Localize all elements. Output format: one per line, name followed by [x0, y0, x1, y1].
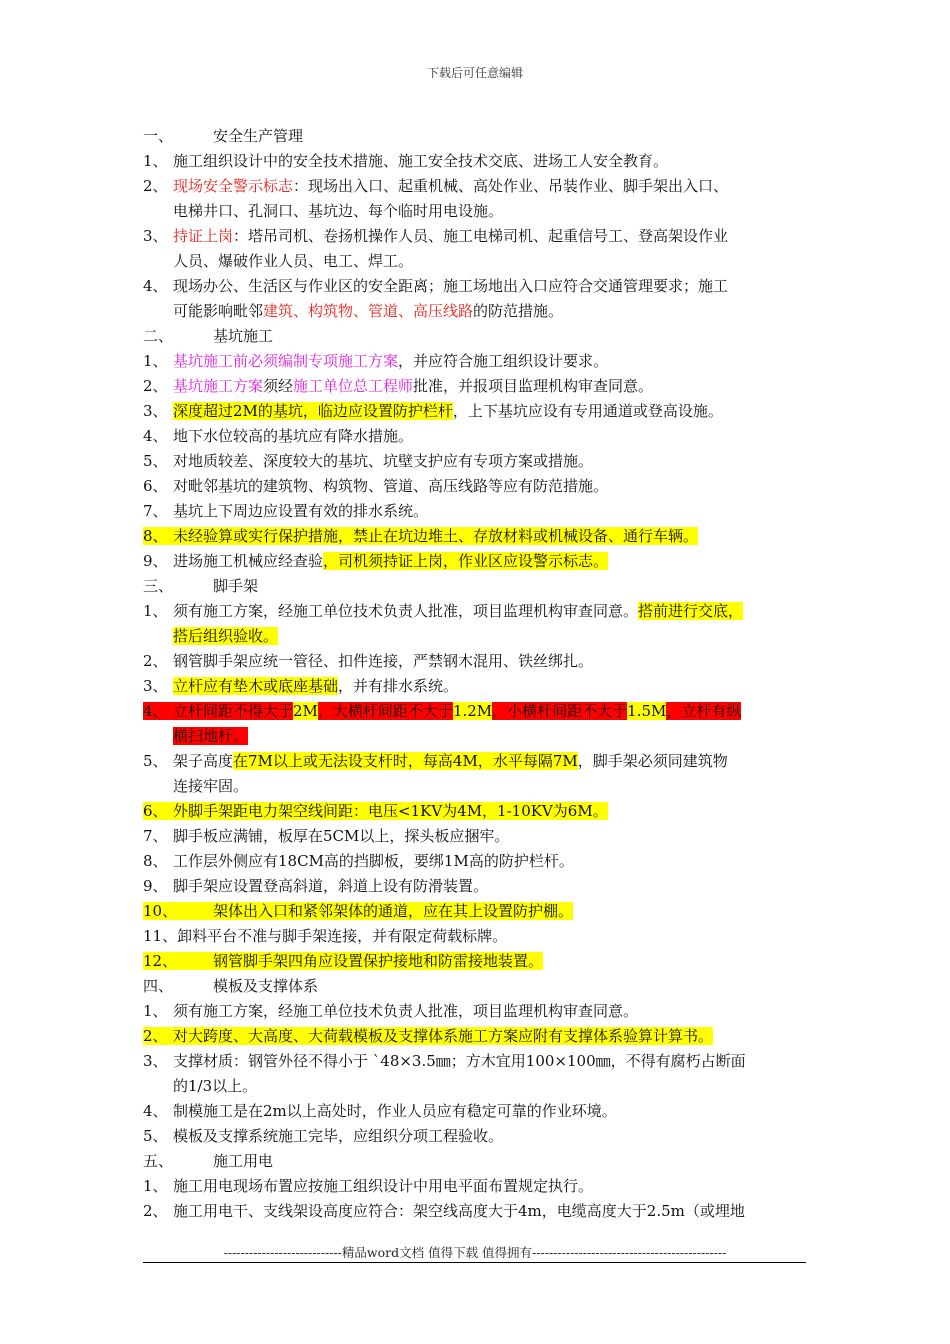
list-item: [143, 474, 813, 499]
list-item: [143, 274, 813, 299]
list-item: [143, 649, 813, 674]
list-item: [143, 424, 813, 449]
list-item: [143, 749, 813, 774]
list-item-continuation: [143, 774, 813, 799]
item-text: 现场办公、生活区与作业区的安全距离；施工场地出入口应符合交通管理要求；施工: [173, 277, 729, 295]
section-number: 四、: [143, 977, 174, 995]
list-item: [143, 349, 813, 374]
item-text: 电梯井口、孔洞口、基坑边、每个临时用电设施。: [173, 202, 504, 220]
pink-term: 基坑施工方案: [173, 377, 264, 395]
list-item: [143, 224, 813, 249]
red-term: 持证上岗: [173, 227, 234, 245]
red-term: 建筑、构筑物、管道、高压线路: [263, 302, 474, 320]
item-text: ，上下基坑应设有专用通道或登高设施。: [452, 402, 723, 420]
list-item: [143, 924, 813, 949]
item-text: 施工用电现场布置应按施工组织设计中用电平面布置规定执行。: [173, 1177, 594, 1195]
list-item: [143, 874, 813, 899]
highlighted-text: 深度超过2M的基坑，临边应设置防护栏杆: [173, 402, 453, 420]
list-item-continuation: [143, 299, 813, 324]
item-text: ，立杆有纵: [666, 702, 742, 720]
highlighted-text: 搭前进行交底，: [638, 602, 744, 620]
item-text: 施工组织设计中的安全技术措施、施工安全技术交底、进场工人安全教育。: [173, 152, 669, 170]
item-text: 钢管脚手架应统一管径、扣件连接，严禁钢木混用、铁丝绑扎。: [173, 652, 594, 670]
item-text: 模板及支撑系统施工完毕，应组织分项工程验收。: [173, 1127, 504, 1145]
item-text: 进场施工机械应经查验: [173, 552, 324, 570]
item-number: 3、: [143, 227, 168, 245]
item-number: 12、: [143, 952, 178, 970]
item-number: 1、: [143, 602, 168, 620]
list-item: [143, 899, 813, 924]
section-number: 一、: [143, 127, 174, 145]
list-item: [143, 399, 813, 424]
item-number: 9、: [143, 877, 168, 895]
list-item: [143, 599, 813, 624]
item-number: 5、: [143, 752, 168, 770]
list-item: [143, 999, 813, 1024]
list-item: [143, 1124, 813, 1149]
item-number: 3、: [143, 402, 168, 420]
item-text: ：塔吊司机、卷扬机操作人员、施工电梯司机、起重信号工、登高架设作业: [233, 227, 729, 245]
list-item-continuation: [143, 1074, 813, 1099]
item-text: 基坑上下周边应设置有效的排水系统。: [173, 502, 429, 520]
item-text: ，并应符合施工组织设计要求。: [398, 352, 609, 370]
item-text: ，脚手架必须同建筑物: [577, 752, 728, 770]
highlighted-value: 1.5M: [627, 702, 667, 720]
list-item-continuation: [143, 624, 813, 649]
list-item: [143, 149, 813, 174]
section-title: 模板及支撑体系: [213, 977, 319, 995]
item-text: 支撑材质：钢管外径不得小于 ˋ48×3.5㎜；方木宜用100×100㎜，不得有腐朽占断面: [173, 1052, 746, 1070]
list-item: [143, 549, 813, 574]
item-text: ，并有排水系统。: [338, 677, 459, 695]
item-text: 制模施工是在2m以上高处时，作业人员应有稳定可靠的作业环境。: [173, 1102, 617, 1120]
item-text: 对地质较差、深度较大的基坑、坑壁支护应有专项方案或措施。: [173, 452, 594, 470]
item-text: 地下水位较高的基坑应有降水措施。: [173, 427, 414, 445]
section-title: 施工用电: [213, 1152, 274, 1170]
item-number: 2、: [143, 1027, 168, 1045]
highlighted-text: 搭后组织验收。: [173, 627, 279, 645]
item-number: 2、: [143, 652, 168, 670]
item-number: 4、: [143, 702, 168, 720]
item-number: 3、: [143, 1052, 168, 1070]
item-number: 9、: [143, 552, 168, 570]
highlighted-value: 1.2M: [452, 702, 493, 720]
highlighted-text: 架体出入口和紧邻架体的通道，应在其上设置防护棚。: [213, 902, 574, 920]
item-number: 4、: [143, 277, 168, 295]
highlighted-text: 外脚手架距电力架空线间距：电压<1KV为4M，1-10KV为6M。: [173, 802, 608, 820]
list-item-continuation: [143, 724, 813, 749]
section-3-heading: [143, 574, 813, 599]
item-text: 对毗邻基坑的建筑物、构筑物、管道、高压线路等应有防范措施。: [173, 477, 609, 495]
highlighted-text: 未经验算或实行保护措施，禁止在坑边堆土、存放材料或机械设备、通行车辆。: [173, 527, 699, 545]
item-text: ，大横杆间距不大于: [317, 702, 453, 720]
item-text: ，小横杆间距不大于: [492, 702, 628, 720]
item-number: 2、: [143, 377, 168, 395]
list-item: [143, 849, 813, 874]
highlighted-text: 钢管脚手架四角应设置保护接地和防雷接地装置。: [213, 952, 544, 970]
item-number: 2、: [143, 1202, 168, 1220]
list-item: [143, 674, 813, 699]
item-text: 人员、爆破作业人员、电工、焊工。: [173, 252, 414, 270]
section-title: 脚手架: [213, 577, 259, 595]
document-body: [143, 124, 813, 1224]
item-text: 施工用电干、支线架设高度应符合：架空线高度大于4m，电缆高度大于2.5m（或埋地: [173, 1202, 745, 1220]
pink-term: 基坑施工前必须编制专项施工方案: [173, 352, 399, 370]
section-5-heading: [143, 1149, 813, 1174]
list-item-continuation: [143, 249, 813, 274]
item-number: 7、: [143, 502, 168, 520]
item-text: 须经: [263, 377, 294, 395]
section-title: 基坑施工: [213, 327, 274, 345]
item-number: 7、: [143, 827, 168, 845]
item-number: 8、: [143, 527, 168, 545]
item-number: 1、: [143, 352, 168, 370]
item-text: 脚手架应设置登高斜道，斜道上设有防滑装置。: [173, 877, 489, 895]
item-text: 连接牢固。: [173, 777, 249, 795]
item-text: 可能影响毗邻: [173, 302, 264, 320]
section-number: 三、: [143, 577, 174, 595]
item-text: 批准，并报项目监理机构审查同意。: [413, 377, 654, 395]
highlighted-text: 立杆应有垫木或底座基础: [173, 677, 339, 695]
item-number: 4、: [143, 427, 168, 445]
section-number: 五、: [143, 1152, 174, 1170]
footer-divider: [143, 1262, 806, 1263]
list-item: [143, 949, 813, 974]
list-item: [143, 524, 813, 549]
item-number: 2、: [143, 177, 168, 195]
list-item: [143, 499, 813, 524]
item-text: 工作层外侧应有18CM高的挡脚板，要绑1M高的防护栏杆。: [173, 852, 574, 870]
pink-term: 施工单位总工程师: [293, 377, 414, 395]
page-footer: ----------------------------精品word文档 值得下载 值得拥有----------------------------------------------: [223, 1245, 727, 1260]
item-text: 的防范措施。: [473, 302, 564, 320]
item-number: 3、: [143, 677, 168, 695]
highlighted-text: ，司机须持证上岗，作业区应设警示标志。: [323, 552, 609, 570]
item-text: 须有施工方案，经施工单位技术负责人批准，项目监理机构审查同意。: [173, 602, 639, 620]
item-number: 1、: [143, 1177, 168, 1195]
list-item-continuation: [143, 199, 813, 224]
page-header: 下载后可任意编辑: [426, 66, 523, 80]
list-item: [143, 1099, 813, 1124]
item-text: 的1/3以上。: [173, 1077, 258, 1095]
item-text: ：现场出入口、起重机械、高处作业、吊装作业、脚手架出入口、: [293, 177, 729, 195]
section-2-heading: [143, 324, 813, 349]
section-title: 安全生产管理: [213, 127, 304, 145]
item-text: 横扫地杆。: [173, 727, 249, 745]
list-item: [143, 1199, 813, 1224]
item-text: 立杆间距不得大于: [173, 702, 294, 720]
item-text: 须有施工方案，经施工单位技术负责人批准，项目监理机构审查同意。: [173, 1002, 639, 1020]
highlighted-text: 对大跨度、大高度、大荷载模板及支撑体系施工方案应附有支撑体系验算计算书。: [173, 1027, 714, 1045]
list-item: [143, 449, 813, 474]
highlighted-text: 在7M以上或无法设支杆时，每高4M，水平每隔7M: [233, 752, 578, 770]
highlighted-value: 2M: [293, 702, 318, 720]
item-text: 脚手板应满铺，板厚在5CM以上，探头板应捆牢。: [173, 827, 510, 845]
item-number: 10、: [143, 902, 178, 920]
item-text: 11、卸料平台不准与脚手架连接，并有限定荷载标牌。: [143, 927, 508, 945]
section-1-heading: [143, 124, 813, 149]
item-number: 5、: [143, 452, 168, 470]
list-item: [143, 174, 813, 199]
item-text: 架子高度: [173, 752, 234, 770]
section-4-heading: [143, 974, 813, 999]
item-number: 6、: [143, 477, 168, 495]
item-number: 8、: [143, 852, 168, 870]
section-number: 二、: [143, 327, 174, 345]
list-item: [143, 799, 813, 824]
list-item: [143, 1049, 813, 1074]
item-number: 1、: [143, 152, 168, 170]
list-item: [143, 1174, 813, 1199]
item-number: 5、: [143, 1127, 168, 1145]
list-item: [143, 1024, 813, 1049]
red-term: 现场安全警示标志: [173, 177, 294, 195]
list-item: [143, 374, 813, 399]
list-item: [143, 824, 813, 849]
item-number: 1、: [143, 1002, 168, 1020]
item-number: 6、: [143, 802, 168, 820]
item-number: 4、: [143, 1102, 168, 1120]
list-item-red-highlight: [143, 699, 813, 724]
